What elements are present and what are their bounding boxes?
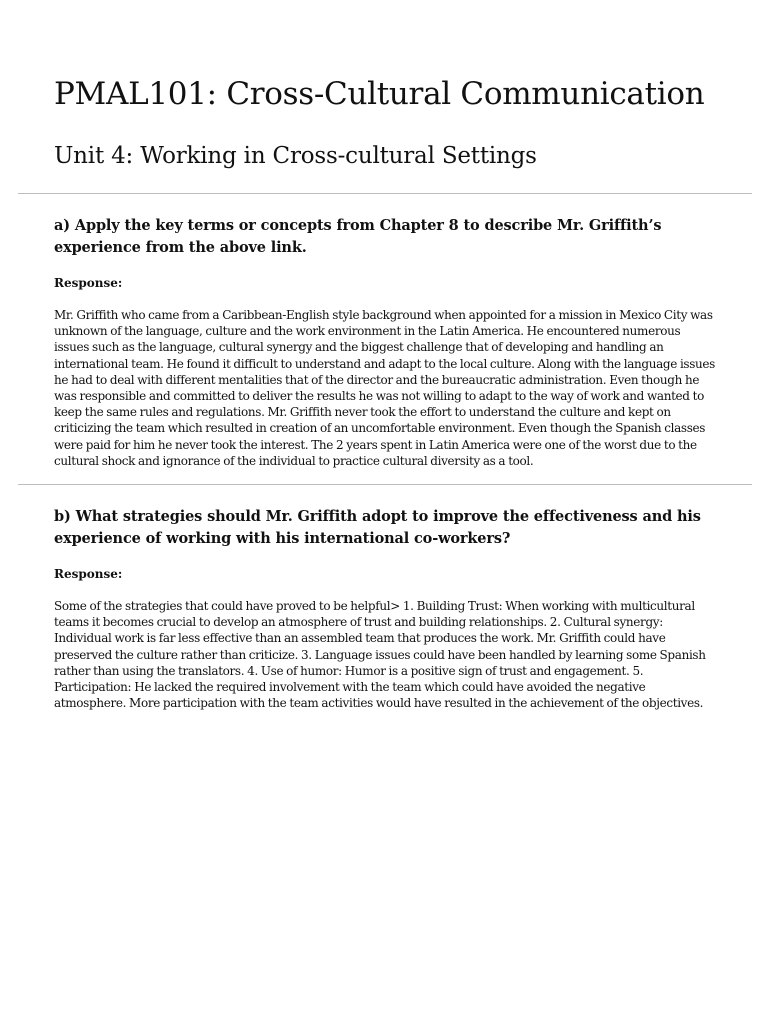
answer-a: Mr. Griffith who came from a Caribbean-English style background when appointed for a mission in Mexico City was unknown of the language, culture and the work environment in the Latin America. He encountered numerous issues such as the language, cultural synergy and the biggest challenge that of developing and handling an international team. He found it difficult to understand and adapt to the local culture. Along with the language issues he had to deal with different mentalities that of the director and the bureaucratic administration. Even though he was responsible and committed to deliver the results he was not willing to adapt to the way of work and wanted to keep the same rules and regulations. Mr. Griffith never took the effort to understand the culture and kept on criticizing the team which resulted in creation of an uncomfortable environment. Even though the Spanish classes were paid for him he never took the interest. The 2 years spent in Latin America were one of the worst due to the cultural shock and ignorance of the individual to practice cultural diversity as a tool. [54,308,715,468]
response-label-a: Response: [54,276,123,290]
section-a [54,215,716,469]
divider [18,193,752,194]
question-a: a) Apply the key terms or concepts from Chapter 8 to describe Mr. Griffith’s experience from the above link. [54,217,662,256]
question-b: b) What strategies should Mr. Griffith adopt to improve the effectiveness and his experience of working with his international co-workers? [54,508,701,548]
response-label-b: Response: [54,567,123,582]
unit-title: Unit 4: Working in Cross-cultural Settings [54,143,537,169]
document-title: PMAL101: Cross-Cultural Communication [54,76,705,112]
answer-b: Some of the strategies that could have proved to be helpful> 1. Building Trust: When working with multicultural teams it becomes crucial to develop an atmosphere of trust and building relationships. 2. Cultural synergy: Individual work is far less effective than an assembled team that produces the work. Mr. Griffith could have preserved the culture rather than criticize. 3. Language issues could have been handled by learning some Spanish rather than using the translators. 4. Use of humor: Humor is a positive sign of trust and engagement. 5. Participation: He lacked the required involvement with the team which could have avoided the negative atmosphere. More participation with the team activities would have resulted in the achievement of the objectives. [54,599,706,711]
divider [18,484,752,485]
section-b [54,506,716,711]
